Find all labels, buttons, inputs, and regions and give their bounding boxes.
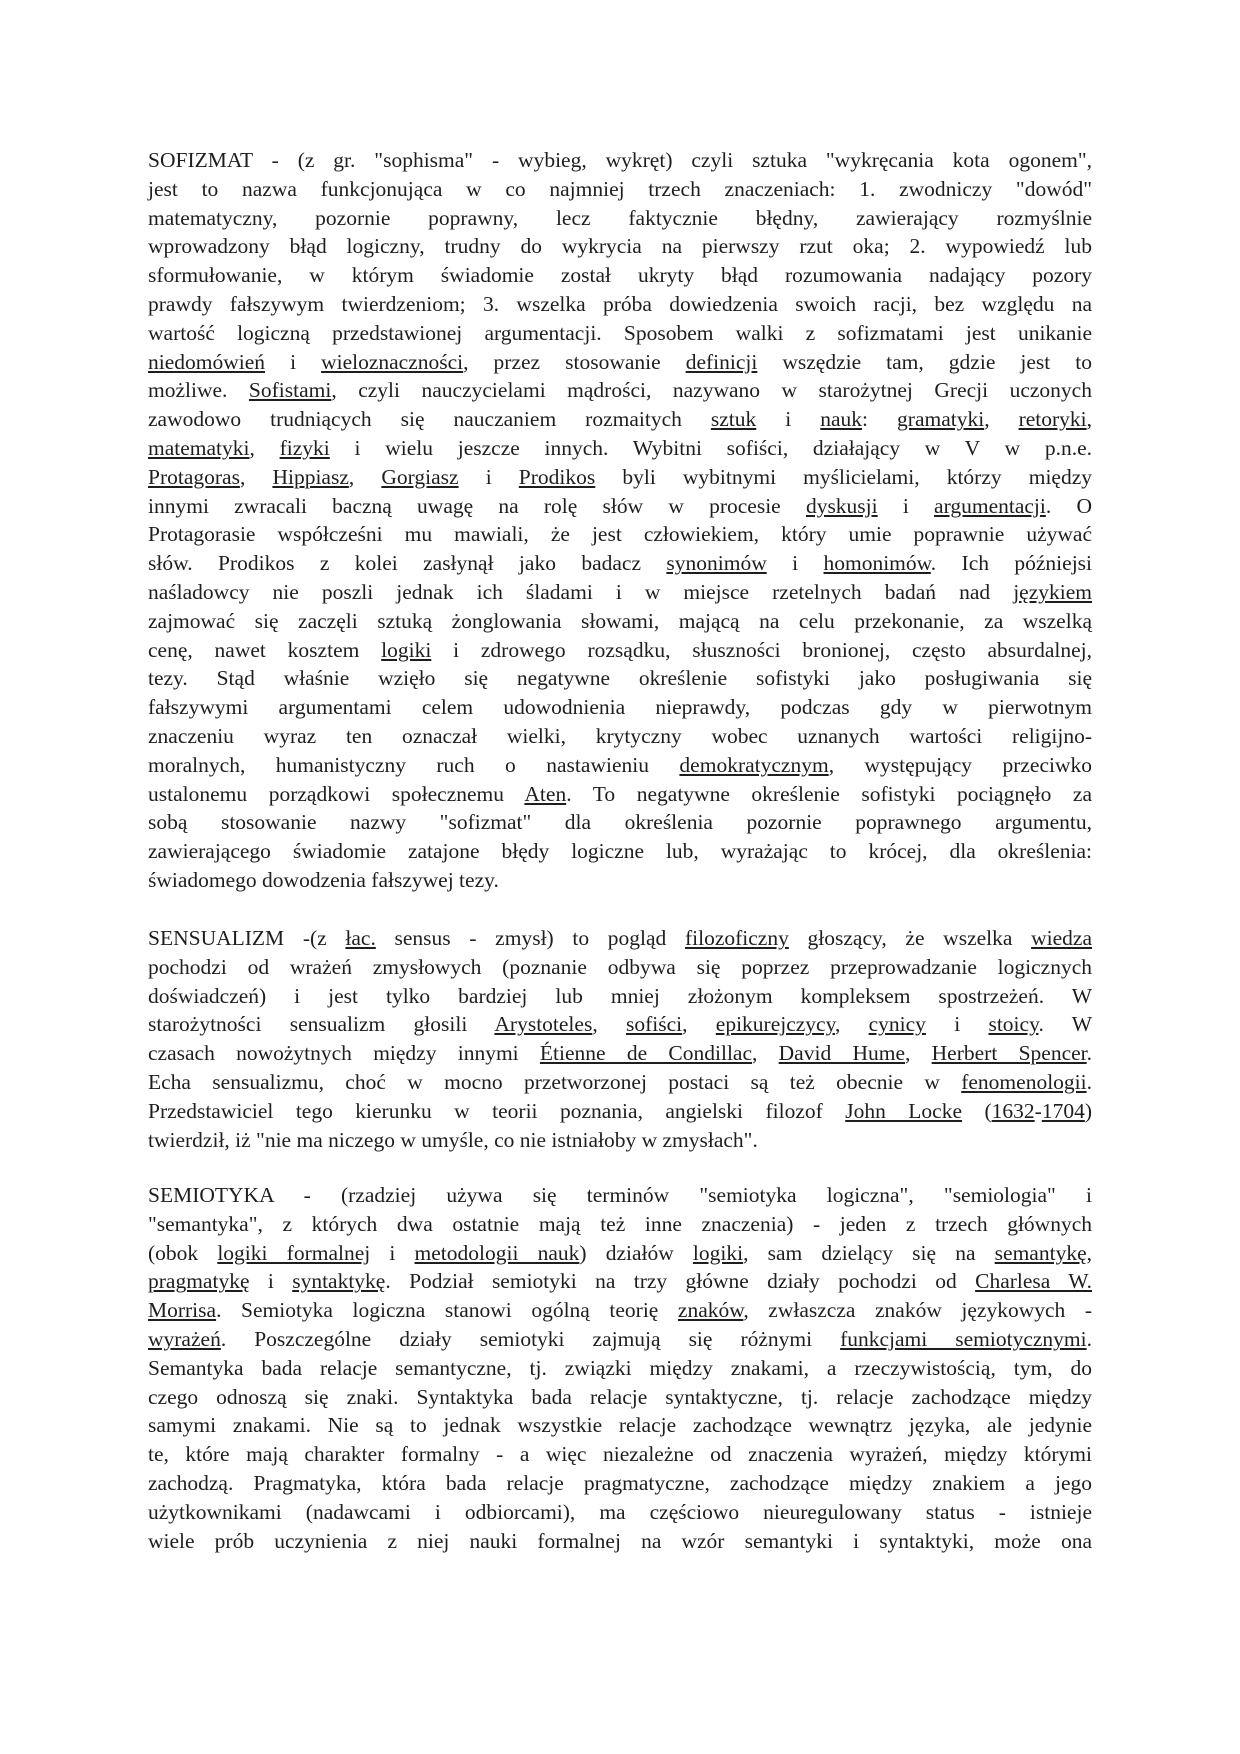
text-line	[148, 866, 1092, 895]
hyperlink[interactable]: cynicy	[868, 1012, 926, 1037]
text-line	[148, 1296, 1092, 1325]
text-line	[148, 1181, 1092, 1210]
text-segment: .	[1086, 1326, 1092, 1351]
text-line	[148, 722, 1092, 751]
text-line	[148, 146, 1092, 175]
text-line	[148, 953, 1092, 982]
text-segment: ,	[249, 435, 280, 460]
text-segment: ,	[592, 1012, 626, 1037]
text-segment: "semantyka", z których dwa ostatnie mają też inne znaczenia) - jeden z trzech głównych	[148, 1211, 1092, 1236]
text-line	[148, 1469, 1092, 1498]
text-line	[148, 549, 1092, 578]
text-line	[148, 434, 1092, 463]
text-segment: Przedstawiciel tego kierunku w teorii poznania, angielski filozof	[148, 1098, 846, 1123]
text-segment: ,	[905, 1041, 932, 1066]
text-segment: :	[862, 407, 898, 432]
text-segment: wiele prób uczynienia z niej nauki formalnej na wzór semantyki i syntaktyki, może ona	[148, 1528, 1092, 1553]
hyperlink[interactable]: Sofistami	[248, 378, 332, 403]
text-segment: ,	[984, 407, 1019, 432]
text-line	[148, 1126, 1092, 1155]
text-line	[148, 751, 1092, 780]
text-segment: . Podział semiotyki na trzy główne działy pochodzi od	[385, 1269, 976, 1294]
text-line	[148, 693, 1092, 722]
text-segment: ,	[1086, 407, 1093, 432]
hyperlink[interactable]: sztuk	[710, 407, 757, 432]
text-line	[148, 1068, 1092, 1097]
text-segment: SEMIOTYKA - (rzadziej używa się terminów "semiotyka logiczna", "semiologia" i	[148, 1183, 1092, 1207]
text-segment: (	[962, 1098, 992, 1123]
text-segment: i	[249, 1269, 293, 1294]
text-segment: , czyli nauczycielami mądrości, nazywano w starożytnej Grecji uczonych	[331, 378, 1092, 403]
text-line	[148, 780, 1092, 809]
hyperlink[interactable]: logiki formalnej	[217, 1240, 371, 1265]
hyperlink[interactable]: funkcjami semiotycznymi	[840, 1326, 1087, 1351]
hyperlink[interactable]: John Locke	[845, 1098, 963, 1123]
text-line	[148, 1440, 1092, 1469]
text-segment: naśladowcy nie poszli jednak ich śladami i w miejsce rzetelnych badań nad	[148, 579, 1014, 604]
hyperlink[interactable]: syntaktykę	[292, 1269, 386, 1294]
text-segment: twierdził, iż "nie ma niczego w umyśle, co nie istniałoby w zmysłach".	[148, 1127, 758, 1152]
hyperlink[interactable]: znaków	[677, 1298, 744, 1323]
text-segment: jest to nazwa funkcjonująca w co najmniej trzech znaczeniach: 1. zwodniczy "dowód"	[148, 176, 1092, 201]
text-segment: SOFIZMAT - (z gr. "sophisma" - wybieg, wykręt) czyli sztuka "wykręcania kota ogonem",	[148, 148, 1092, 172]
text-segment: samymi znakami. Nie są to jednak wszystkie relacje zachodzące wewnątrz języka, ale jedynie	[148, 1413, 1092, 1438]
hyperlink[interactable]: Aten	[524, 781, 567, 806]
text-segment: zachodzą. Pragmatyka, która bada relacje pragmatyczne, zachodzące między znakiem a jego	[148, 1470, 1092, 1495]
hyperlink[interactable]: metodologii nauk	[414, 1240, 580, 1265]
text-segment: zajmować się zaczęli sztuką żonglowania słowami, mającą na celu przekonanie, za wszelką	[148, 608, 1092, 633]
hyperlink[interactable]: Arystoteles	[494, 1012, 593, 1037]
text-segment: fałszywymi argumentami celem udowodnienia nieprawdy, podczas gdy w pierwotnym	[148, 695, 1092, 720]
text-segment: ) działów	[579, 1240, 693, 1265]
hyperlink[interactable]: sofiści	[625, 1012, 683, 1037]
text-segment: .	[1086, 1069, 1092, 1094]
hyperlink[interactable]: stoicy	[988, 1012, 1039, 1037]
text-segment: , zwłaszcza znaków językowych -	[743, 1298, 1092, 1323]
text-segment: i	[766, 551, 824, 576]
hyperlink[interactable]: Protagoras	[148, 464, 240, 489]
text-line	[148, 1383, 1092, 1412]
hyperlink[interactable]: 1632	[991, 1098, 1035, 1123]
text-line	[148, 578, 1092, 607]
hyperlink[interactable]: Gorgiasz	[381, 464, 459, 489]
text-segment: czasach nowożytnych między innymi	[148, 1041, 540, 1066]
text-segment: moralnych, humanistyczny ruch o nastawieniu	[148, 752, 680, 777]
text-segment: ,	[834, 1012, 869, 1037]
text-segment: .	[1086, 1041, 1093, 1066]
text-segment: , występujący przeciwko	[828, 752, 1092, 777]
text-segment: pochodzi od wrażeń zmysłowych (poznanie odbywa się poprzez przeprowadzanie logicznych	[148, 954, 1092, 979]
text-line	[148, 376, 1092, 405]
text-segment: sobą stosowanie nazwy "sofizmat" dla określenia pozornie poprawnego argumentu,	[148, 810, 1092, 835]
hyperlink[interactable]: matematyki	[148, 435, 250, 460]
text-segment: ustalonemu porządkowi społecznemu	[148, 781, 525, 806]
text-segment: użytkownikami (nadawcami i odbiorcami), ma częściowo nieuregulowany status - istnieje	[148, 1499, 1092, 1524]
text-segment: innymi zwracali baczną uwagę na rolę słów w procesie	[148, 493, 806, 518]
text-segment: cenę, nawet kosztem	[148, 637, 382, 662]
hyperlink[interactable]: Herbert Spencer	[931, 1041, 1087, 1066]
hyperlink[interactable]: Prodikos	[518, 464, 596, 489]
text-line	[148, 1010, 1092, 1039]
text-segment: , sam dzielący się na	[743, 1240, 995, 1265]
paragraph-sensualizm	[148, 924, 1092, 1154]
hyperlink[interactable]: dyskusji	[805, 493, 878, 518]
hyperlink[interactable]: filozoficzny	[684, 926, 789, 950]
hyperlink[interactable]: niedomówień	[148, 349, 266, 374]
text-segment: i	[265, 349, 322, 374]
text-line	[148, 837, 1092, 866]
text-segment: . Poszczególne działy semiotyki zajmują się różnymi	[220, 1326, 841, 1351]
text-segment: słów. Prodikos z kolei zasłynął jako badacz	[148, 551, 667, 576]
hyperlink[interactable]: gramatyki	[897, 407, 985, 432]
hyperlink[interactable]: językiem	[1013, 579, 1092, 604]
hyperlink[interactable]: wiedza	[1031, 926, 1092, 950]
text-line	[148, 1411, 1092, 1440]
text-segment: i	[458, 464, 519, 489]
text-segment: zawierającego świadomie zatajone błędy logiczne lub, wyrażając to krócej, dla określenia:	[148, 839, 1092, 864]
text-line	[148, 1354, 1092, 1383]
text-segment: zawodowo trudniących się nauczaniem rozmaitych	[148, 407, 711, 432]
text-line	[148, 492, 1092, 521]
text-line	[148, 175, 1092, 204]
hyperlink[interactable]: logiki	[692, 1240, 744, 1265]
text-segment: . Semiotyka logiczna stanowi ogólną teorię	[216, 1298, 678, 1323]
text-segment: matematyczny, pozornie poprawny, lecz faktycznie błędny, zawierający rozmyślnie	[148, 205, 1092, 230]
hyperlink[interactable]: nauk	[820, 407, 863, 432]
text-segment: te, które mają charakter formalny - a więc niezależne od znaczenia wyrażeń, między którymi	[148, 1442, 1092, 1467]
text-segment: wszędzie tam, gdzie jest to	[757, 349, 1092, 374]
hyperlink[interactable]: pragmatykę	[148, 1269, 250, 1294]
text-segment: )	[1084, 1098, 1092, 1123]
text-line	[148, 924, 1092, 953]
hyperlink[interactable]: retoryki	[1018, 407, 1087, 432]
text-segment: Echa sensualizmu, choć w mocno przetworzonej postaci są też obecnie w	[148, 1069, 962, 1094]
text-segment: , przez stosowanie	[463, 349, 686, 374]
text-segment: doświadczeń) i jest tylko bardziej lub mniej złożonym kompleksem spostrzeżeń. W	[148, 983, 1092, 1008]
hyperlink[interactable]: wieloznaczności	[321, 349, 464, 374]
text-line	[148, 808, 1092, 837]
hyperlink[interactable]: argumentacji	[934, 493, 1046, 518]
text-segment: ,	[239, 464, 273, 489]
text-segment: starożytności sensualizm głosili	[148, 1012, 495, 1037]
text-segment: byli wybitnymi myślicielami, którzy między	[595, 464, 1093, 489]
text-line	[148, 348, 1092, 377]
text-line	[148, 319, 1092, 348]
hyperlink[interactable]: łac.	[345, 926, 376, 950]
hyperlink[interactable]: fizyki	[279, 435, 330, 460]
text-segment: i zdrowego rozsądku, słuszności bronionej, często absurdalnej,	[431, 637, 1092, 662]
text-segment: i	[925, 1012, 989, 1037]
text-segment: ,	[682, 1012, 716, 1037]
hyperlink[interactable]: synonimów	[666, 551, 767, 576]
hyperlink[interactable]: semantykę	[994, 1240, 1087, 1265]
text-segment: ,	[348, 464, 382, 489]
text-segment: świadomego dowodzenia fałszywej tezy.	[148, 867, 499, 892]
hyperlink[interactable]: logiki	[381, 637, 432, 662]
text-line	[148, 1239, 1092, 1268]
text-line	[148, 261, 1092, 290]
hyperlink[interactable]: homonimów	[823, 551, 931, 576]
text-line	[148, 1097, 1092, 1126]
text-segment: ,	[752, 1041, 779, 1066]
hyperlink[interactable]: Charlesa W.	[975, 1269, 1092, 1294]
text-segment: . Ich późniejsi	[930, 551, 1093, 576]
text-segment: ,	[1086, 1240, 1092, 1265]
text-line	[148, 405, 1092, 434]
text-segment: sensus - zmysł) to pogląd	[375, 926, 685, 950]
text-line	[148, 1325, 1092, 1354]
text-line	[148, 1498, 1092, 1527]
text-line	[148, 664, 1092, 693]
text-segment: i	[877, 493, 935, 518]
hyperlink[interactable]: Morrisa	[148, 1298, 217, 1323]
text-segment: prawdy fałszywym twierdzeniom; 3. wszelka próba dowiedzenia swoich racji, bez względu na	[148, 291, 1092, 316]
text-segment: SENSUALIZM -(z	[148, 926, 346, 950]
text-line	[148, 290, 1092, 319]
text-segment: . W	[1038, 1012, 1092, 1037]
text-segment: Semantyka bada relacje semantyczne, tj. związki między znakami, a rzeczywistością, tym, do	[148, 1355, 1092, 1380]
text-line	[148, 1527, 1092, 1556]
text-line	[148, 636, 1092, 665]
paragraph-semiotyka	[148, 1181, 1092, 1555]
text-segment: sformułowanie, w którym świadomie został ukryty błąd rozumowania nadający pozory	[148, 263, 1092, 288]
text-segment: wartość logiczną przedstawionej argumentacji. Sposobem walki z sofizmatami jest unikanie	[148, 320, 1092, 345]
text-segment: (obok	[148, 1240, 218, 1265]
hyperlink[interactable]: fenomenologii	[961, 1069, 1087, 1094]
hyperlink[interactable]: definicji	[685, 349, 758, 374]
text-line	[148, 1267, 1092, 1296]
hyperlink[interactable]: epikurejczycy	[715, 1012, 835, 1037]
text-segment: znaczeniu wyraz ten oznaczał wielki, krytyczny wobec uznanych wartości religijno-	[148, 723, 1092, 748]
paragraph-sofizmat	[148, 146, 1092, 895]
text-segment: głoszący, że wszelka	[788, 926, 1032, 950]
hyperlink[interactable]: wyrażeń	[148, 1326, 221, 1351]
text-segment: tezy. Stąd właśnie wzięło się negatywne określenie sofistyki jako posługiwania się	[148, 666, 1092, 691]
text-line	[148, 1210, 1092, 1239]
text-segment: możliwe.	[148, 378, 249, 403]
text-segment: Protagorasie współcześni mu mawiali, że jest człowiekiem, który umie poprawnie używać	[148, 522, 1092, 547]
text-segment: -	[1034, 1098, 1042, 1123]
text-line	[148, 232, 1092, 261]
hyperlink[interactable]: Étienne de Condillac	[539, 1041, 753, 1066]
text-segment: i	[370, 1240, 415, 1265]
hyperlink[interactable]: David Hume	[778, 1041, 906, 1066]
text-segment: czego odnoszą się znaki. Syntaktyka bada relacje syntaktyczne, tj. relacje zachodzące między	[148, 1384, 1092, 1409]
text-line	[148, 982, 1092, 1011]
hyperlink[interactable]: demokratycznym	[679, 752, 829, 777]
text-segment: . O	[1045, 493, 1092, 518]
text-segment: wprowadzony błąd logiczny, trudny do wykrycia na pierwszy rzut oka; 2. wypowiedź lub	[148, 234, 1092, 259]
text-line	[148, 520, 1092, 549]
text-segment: i	[756, 407, 821, 432]
hyperlink[interactable]: Hippiasz	[272, 464, 349, 489]
text-line	[148, 204, 1092, 233]
text-line	[148, 463, 1092, 492]
text-line	[148, 1039, 1092, 1068]
text-segment: . To negatywne określenie sofistyki pociągnęło za	[566, 781, 1092, 806]
text-line	[148, 607, 1092, 636]
text-segment: i wielu jeszcze innych. Wybitni sofiści, działający w V w p.n.e.	[329, 435, 1092, 460]
hyperlink[interactable]: 1704	[1041, 1098, 1085, 1123]
